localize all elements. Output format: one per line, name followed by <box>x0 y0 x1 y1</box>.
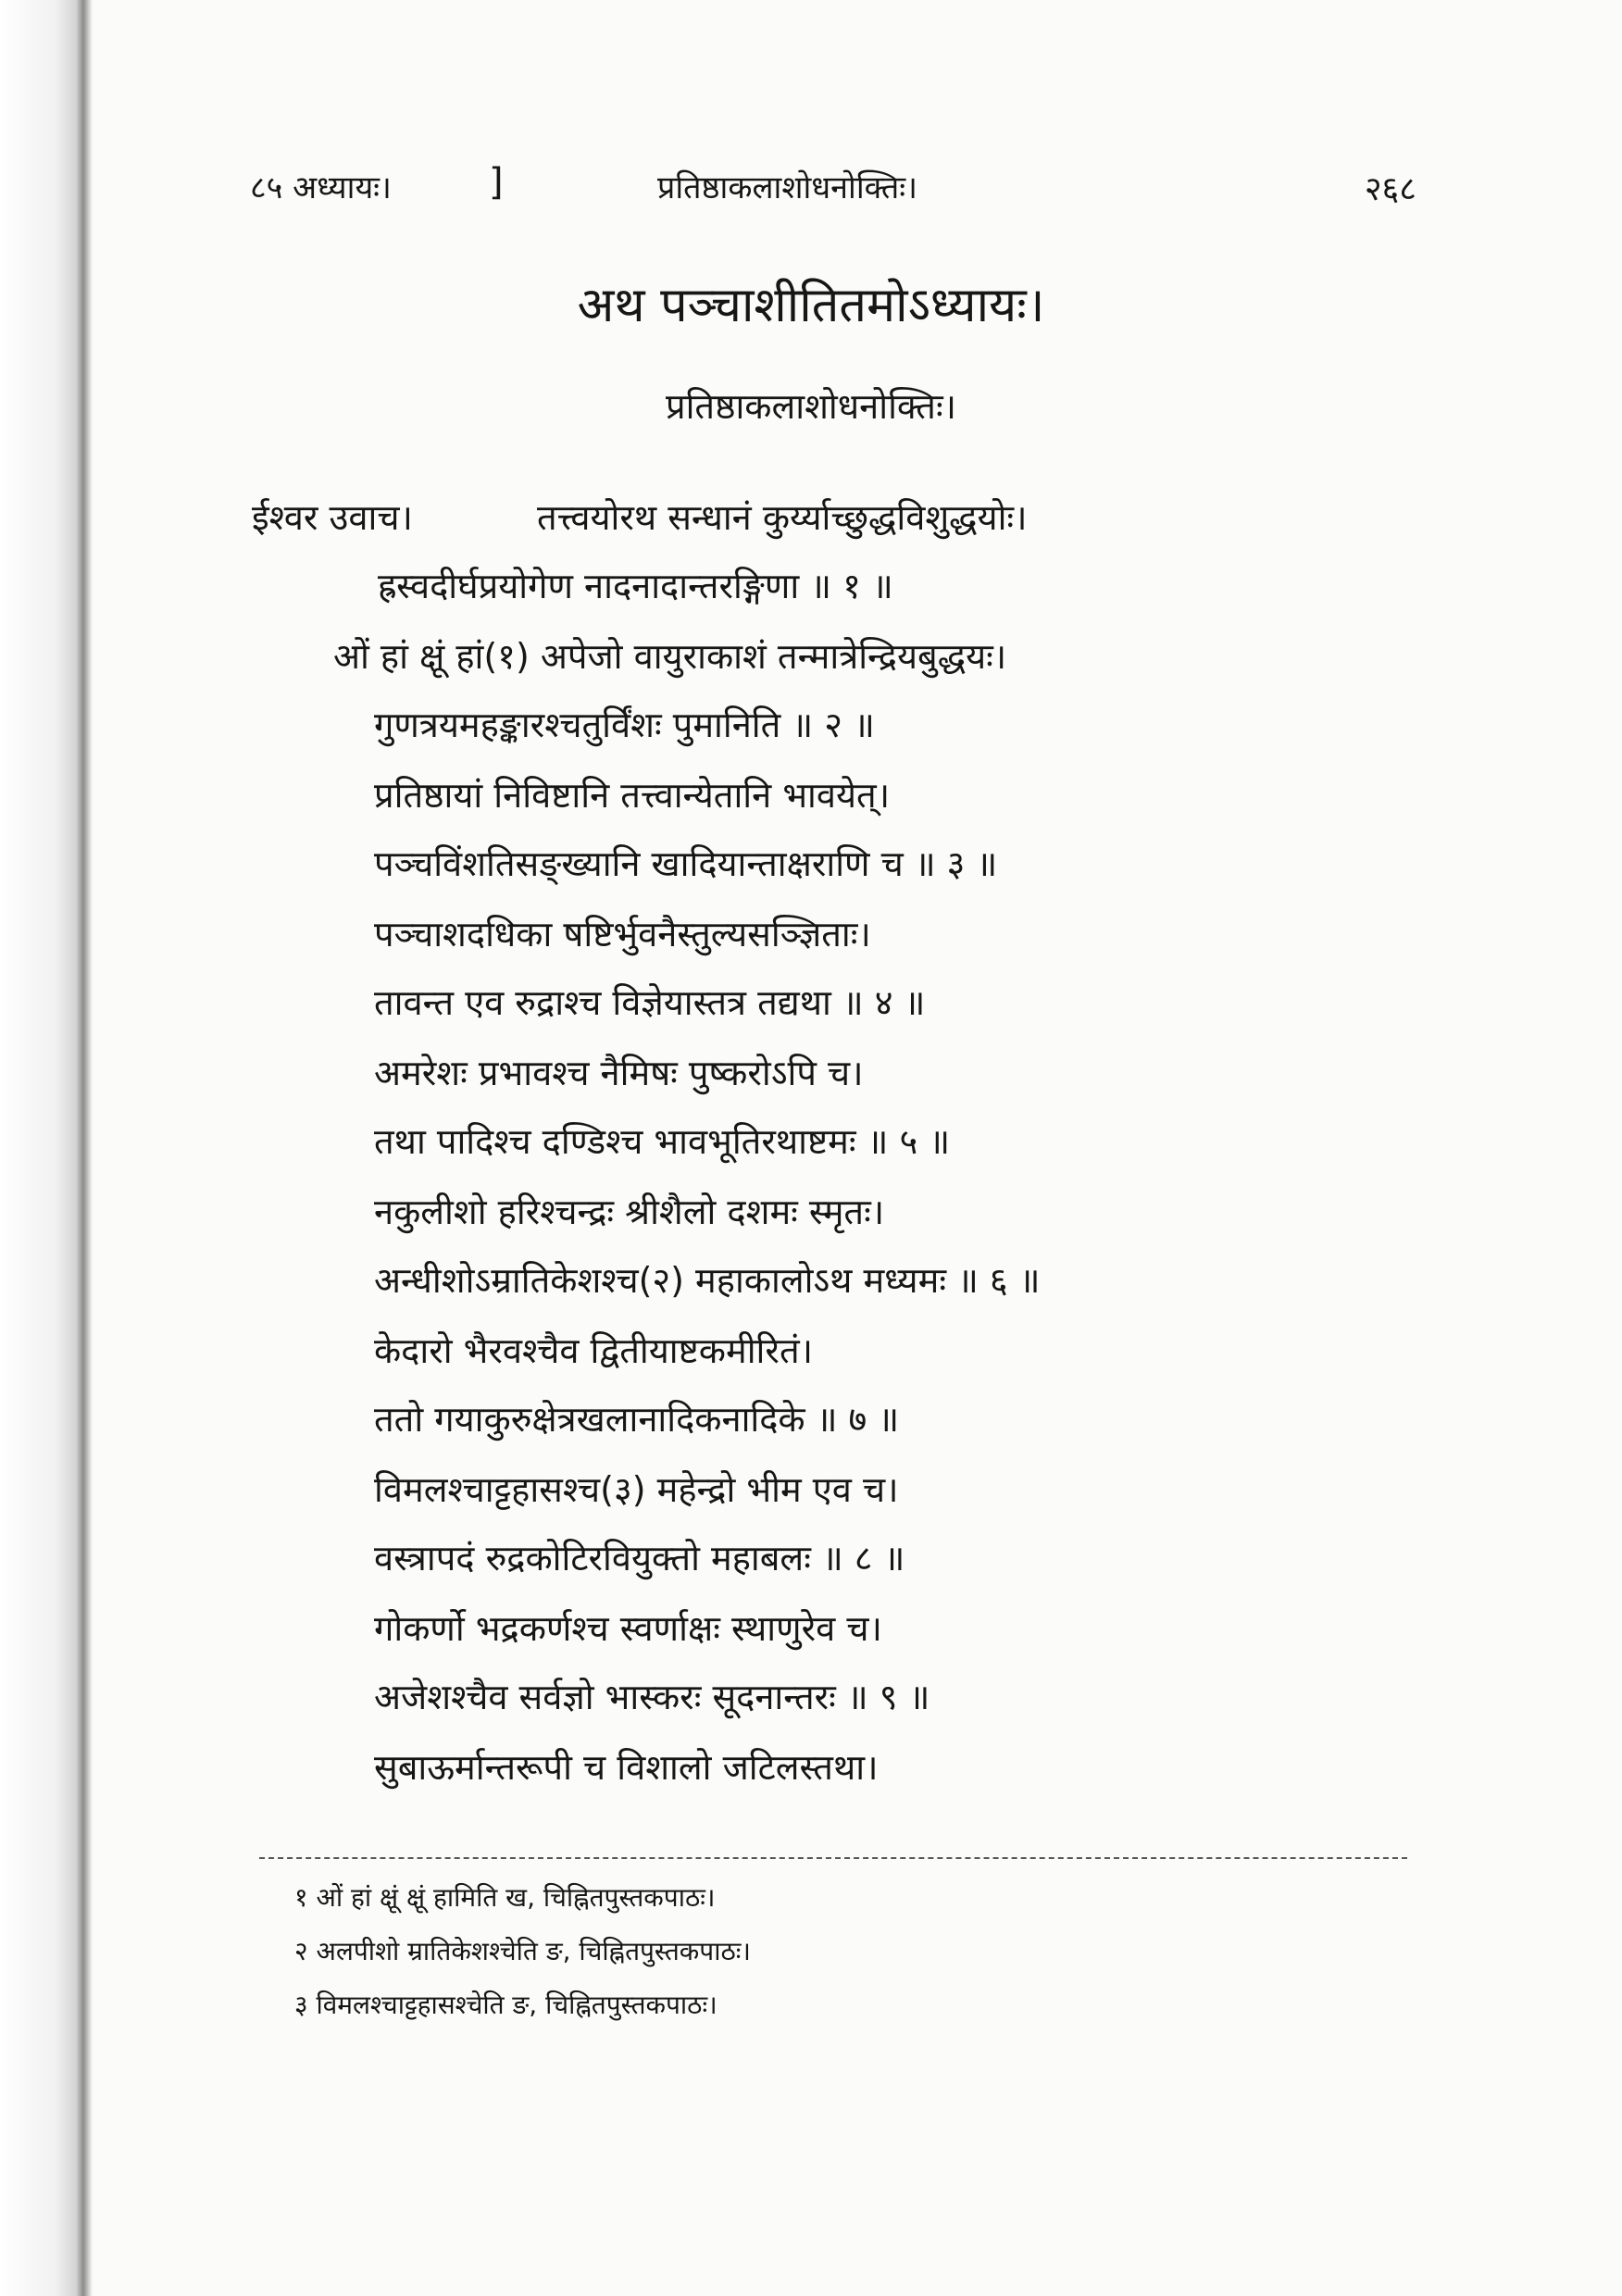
chapter-title: अथ पञ्चाशीतितमोऽध्यायः। <box>577 278 1045 333</box>
footnote: १ ओं हां क्षूं क्षूं हामिति ख, चिह्नितपुस्तकपाठः। <box>294 1882 716 1913</box>
verse-line: तत्त्वयोरथ सन्धानं कुर्य्याच्छुद्धविशुद्धयोः। <box>537 497 1028 538</box>
page-number: २६८ <box>1364 170 1416 208</box>
verse-line: पञ्चविंशतिसङ्ख्यानि खादियान्ताक्षराणि च ॥ ३ ॥ <box>374 843 998 884</box>
footnote: ३ विमलश्चाट्टहासश्चेति ङ, चिह्नितपुस्तकपाठः। <box>294 1990 717 2020</box>
book-binding-shadow <box>0 0 93 2296</box>
chapter-subtitle: प्रतिष्ठाकलाशोधनोक्तिः। <box>665 386 957 427</box>
verse-line: तावन्त एव रुद्राश्च विज्ञेयास्तत्र तद्यथा ॥ ४ ॥ <box>374 982 926 1023</box>
speaker-label: ईश्वर उवाच। <box>252 497 413 538</box>
running-title: प्रतिष्ठाकलाशोधनोक्तिः। <box>657 169 918 206</box>
verse-line: ह्रस्वदीर्घप्रयोगेण नादनादान्तरङ्गिणा ॥ १ ॥ <box>378 566 893 606</box>
running-header <box>250 161 1416 220</box>
chapter-number: ८५ अध्यायः। <box>250 169 392 206</box>
verse-line: अन्धीशोऽम्रातिकेशश्च(२) महाकालोऽथ मध्यमः ॥ ६ ॥ <box>374 1260 1041 1301</box>
verse-line: ततो गयाकुरुक्षेत्रखलानादिकनादिके ॥ ७ ॥ <box>374 1399 900 1440</box>
verse-line: गोकर्णो भद्रकर्णश्च स्वर्णाक्षः स्थाणुरेव च। <box>374 1608 882 1649</box>
verse-line: ओं हां क्षूं हां(१) अपेजो वायुराकाशं तन्मात्रेन्द्रियबुद्धयः। <box>333 636 1007 677</box>
footnote-divider <box>259 1857 1407 1859</box>
verse-line: प्रतिष्ठायां निविष्टानि तत्त्वान्येतानि भावयेत्। <box>374 775 891 816</box>
verse-line: केदारो भैरवश्चैव द्वितीयाष्टकमीरितं। <box>374 1330 814 1371</box>
verse-line: पञ्चाशदधिका षष्टिर्भुवनैस्तुल्यसञ्ज्ञिताः। <box>374 914 871 955</box>
header-bracket: ] <box>489 161 504 204</box>
verse-line: अजेशश्चैव सर्वज्ञो भास्करः सूदनान्तरः ॥ ९ ॥ <box>374 1677 930 1717</box>
verse-line: विमलश्चाट्टहासश्च(३) महेन्द्रो भीम एव च। <box>374 1469 899 1510</box>
verse-line: तथा पादिश्च दण्डिश्च भावभूतिरथाष्टमः ॥ ५ ॥ <box>374 1121 951 1162</box>
footnote: २ अलपीशो म्रातिकेशश्चेति ङ, चिह्नितपुस्तकपाठः। <box>294 1936 751 1966</box>
verse-line: गुणत्रयमहङ्कारश्चतुर्विंशः पुमानिति ॥ २ ॥ <box>374 705 875 745</box>
verse-line: अमरेशः प्रभावश्च नैमिषः पुष्करोऽपि च। <box>374 1053 864 1093</box>
verse-line: नकुलीशो हरिश्चन्द्रः श्रीशैलो दशमः स्मृतः। <box>374 1192 885 1232</box>
verse-line: वस्त्रापदं रुद्रकोटिरवियुक्तो महाबलः ॥ ८ ॥ <box>374 1538 905 1578</box>
verse-line: सुबाऊर्मान्तरूपी च विशालो जटिलस्तथा। <box>374 1747 879 1788</box>
